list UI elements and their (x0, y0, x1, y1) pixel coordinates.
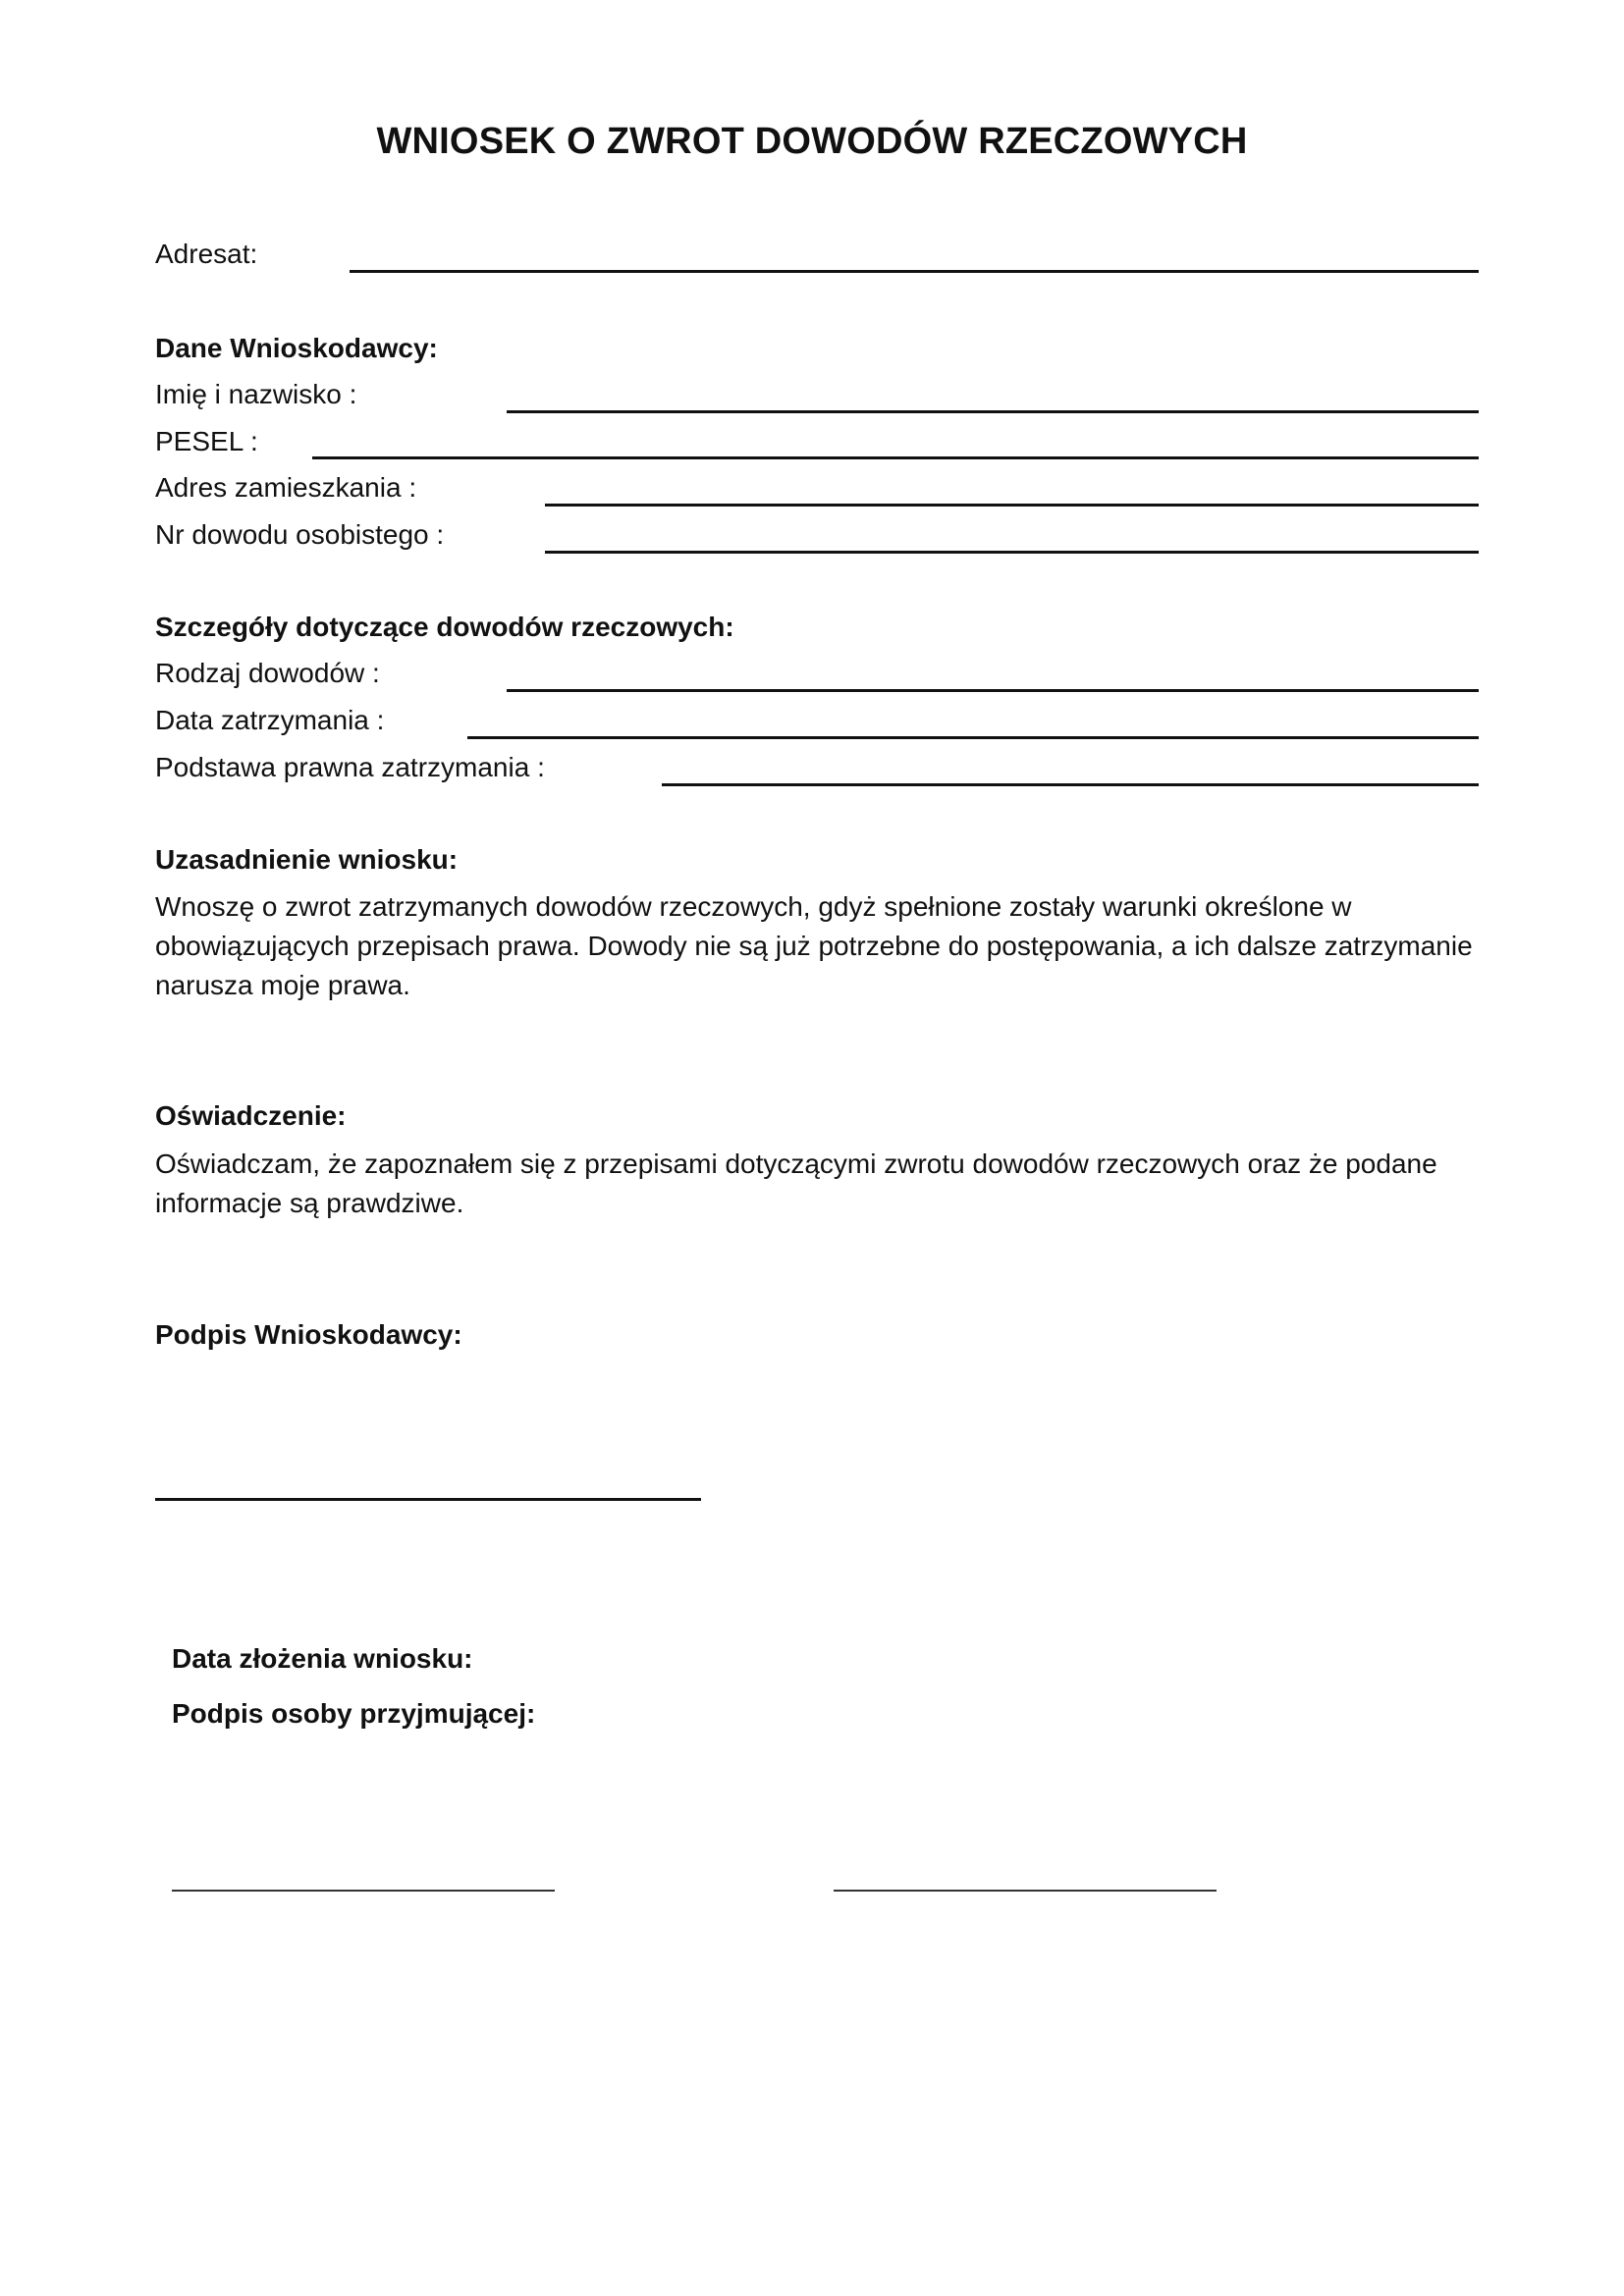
receiver-signature-line[interactable] (834, 1890, 1217, 1892)
applicant-heading: Dane Wnioskodawcy: (155, 333, 438, 363)
declaration-text: Oświadczam, że zapoznałem się z przepisami dotyczącymi zwrotu dowodów rzeczowych oraz że podane informacje są prawdziwe. (155, 1148, 1437, 1218)
evidence-heading: Szczegóły dotyczące dowodów rzeczowych: (155, 612, 734, 642)
pesel-field-line[interactable] (312, 456, 1479, 459)
id-number-label: Nr dowodu osobistego : (155, 519, 445, 550)
name-label: Imię i nazwisko : (155, 379, 357, 409)
declaration-heading: Oświadczenie: (155, 1100, 347, 1131)
id-number-field-line[interactable] (545, 551, 1479, 554)
address-field-line[interactable] (545, 504, 1479, 507)
submission-date-line[interactable] (172, 1890, 555, 1892)
name-field-line[interactable] (507, 410, 1479, 413)
submission-date-label: Data złożenia wniosku: (172, 1643, 473, 1674)
justification-text: Wnoszę o zwrot zatrzymanych dowodów rzeczowych, gdyż spełnione zostały warunki określone w obowiązujących przepisach prawa. Dowody nie są już potrzebne do postępowania, a ich dalsze zatrzymanie narusza moje prawa. (155, 891, 1473, 1000)
detention-date-label: Data zatrzymania : (155, 705, 385, 735)
addressee-label: Adresat: (155, 239, 258, 269)
receiver-signature-label: Podpis osoby przyjmującej: (172, 1698, 536, 1729)
evidence-type-field-line[interactable] (507, 689, 1479, 692)
address-label: Adres zamieszkania : (155, 472, 417, 503)
applicant-signature-heading: Podpis Wnioskodawcy: (155, 1319, 462, 1350)
addressee-field-line[interactable] (350, 270, 1479, 273)
applicant-signature-line[interactable] (155, 1498, 701, 1501)
legal-basis-field-line[interactable] (662, 783, 1479, 786)
document-title: WNIOSEK O ZWROT DOWODÓW RZECZOWYCH (376, 121, 1248, 162)
legal-basis-label: Podstawa prawna zatrzymania : (155, 752, 545, 782)
pesel-label: PESEL : (155, 426, 258, 456)
evidence-type-label: Rodzaj dowodów : (155, 658, 380, 688)
justification-heading: Uzasadnienie wniosku: (155, 844, 459, 875)
detention-date-field-line[interactable] (467, 736, 1479, 739)
